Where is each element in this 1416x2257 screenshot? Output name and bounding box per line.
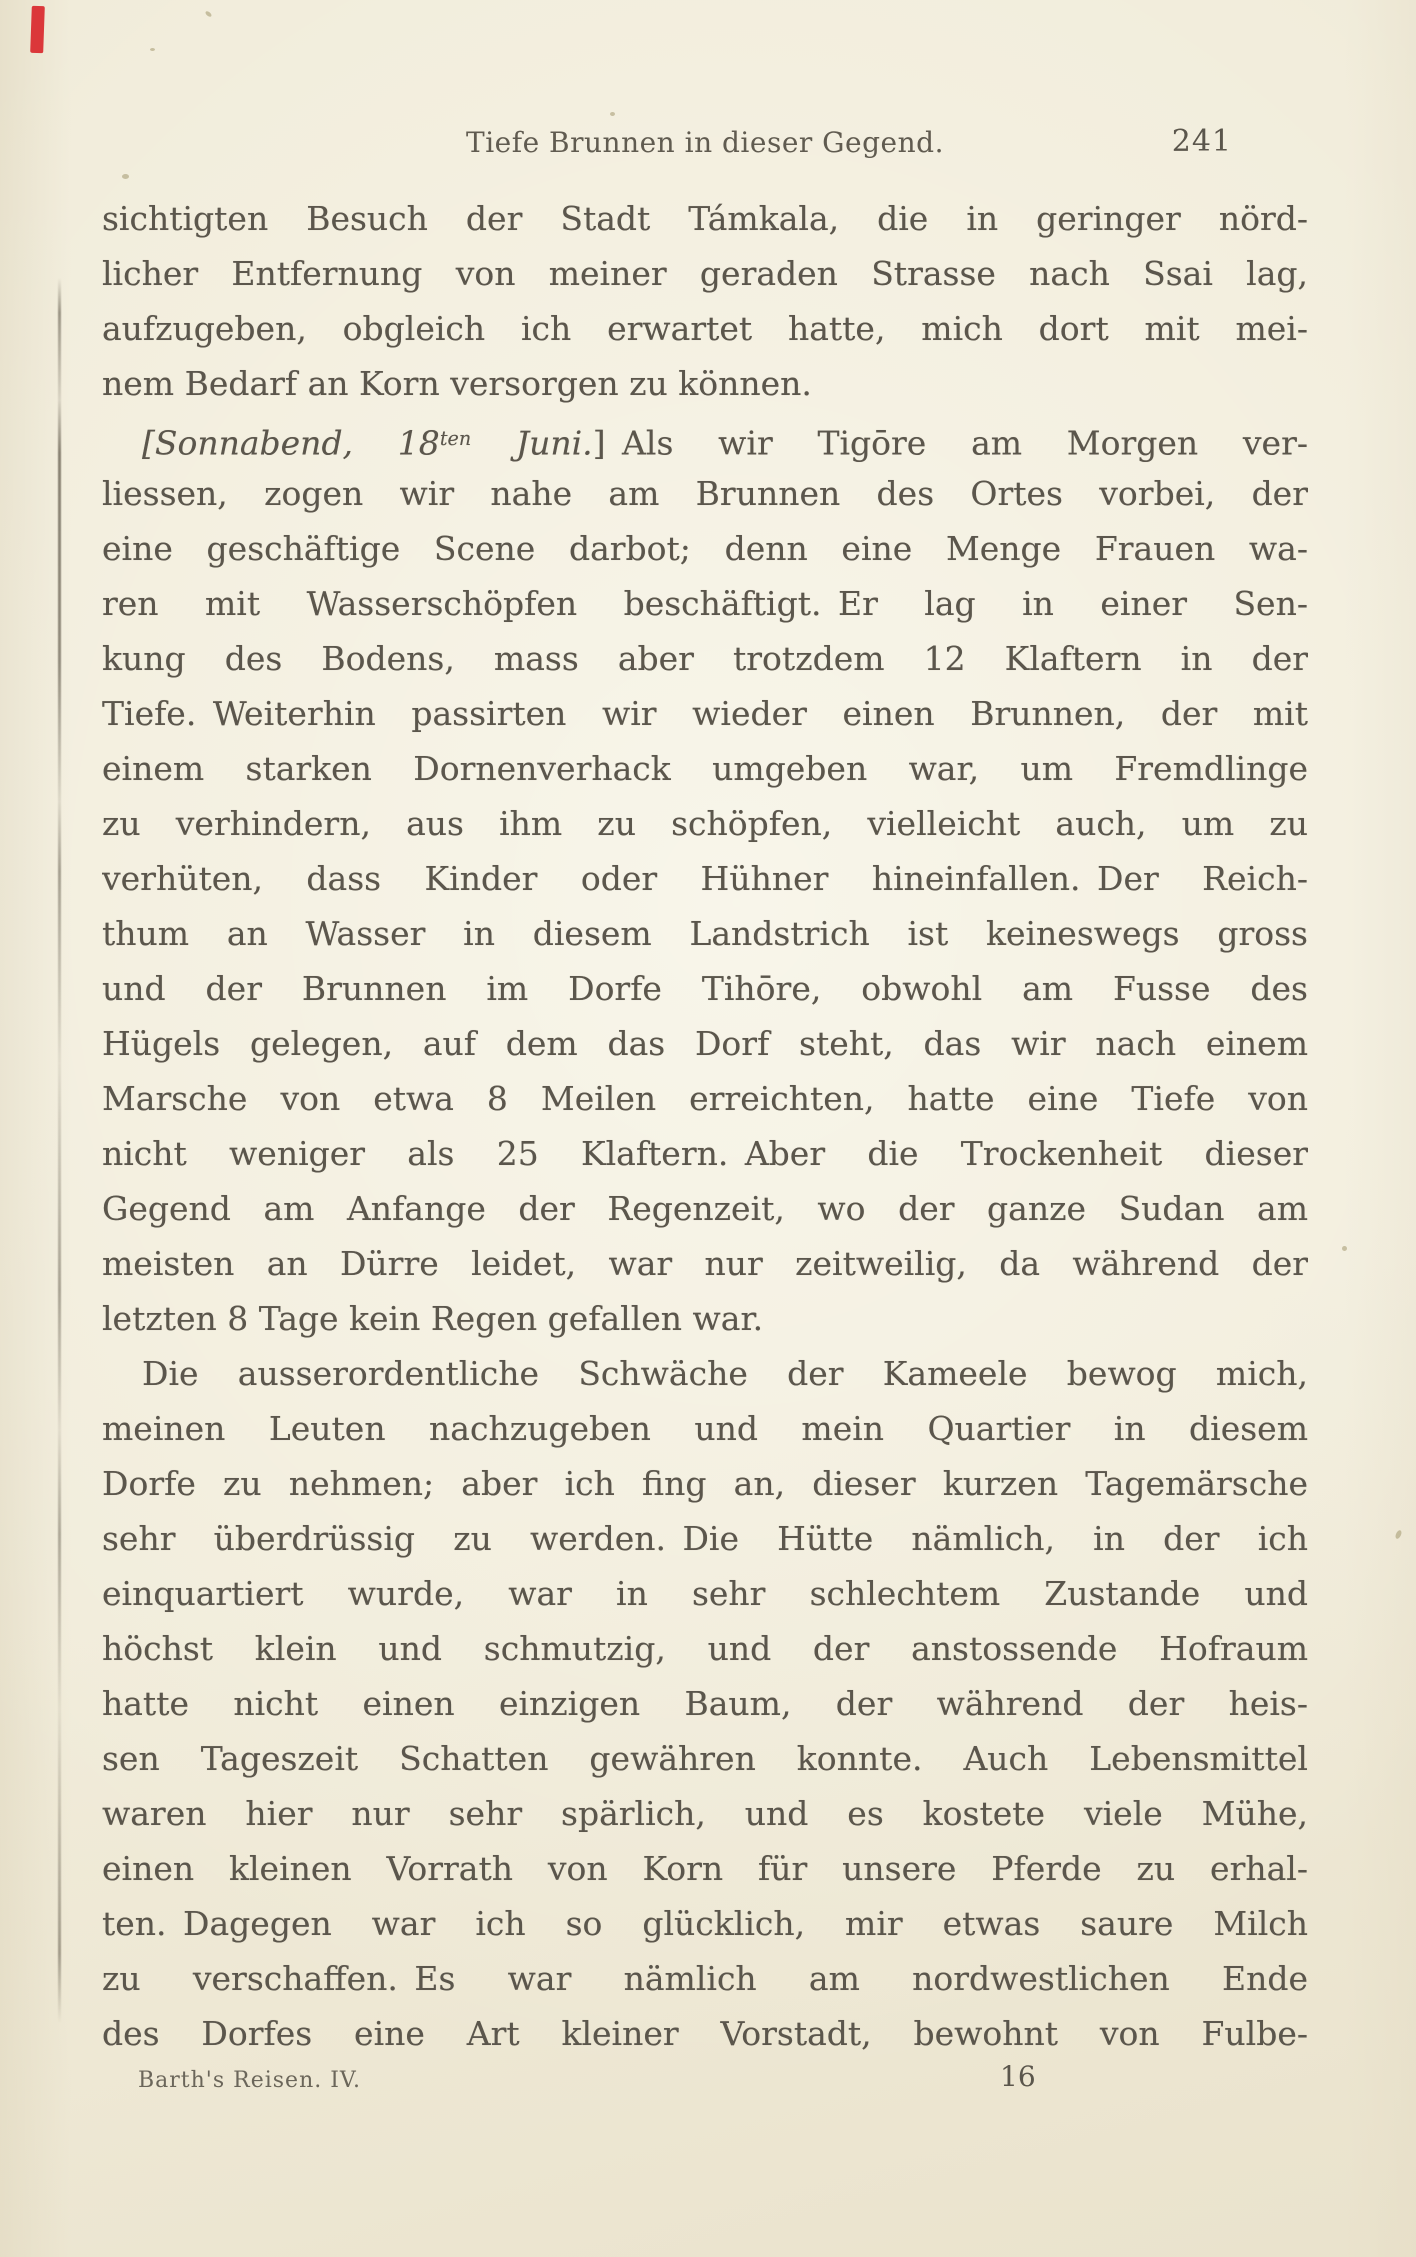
footer-sheet-number: 16 [1000,2060,1036,2093]
text-line: hatte nicht einen einzigen Baum, der während der heis- [102,1684,1308,1723]
text-line: Tiefe. Weiterhin passirten wir wieder einen Brunnen, der mit [102,694,1308,733]
paper-speck [1394,1529,1402,1539]
text-line: sichtigten Besuch der Stadt Támkala, die in geringer nörd- [102,199,1308,238]
paper-speck [610,112,615,116]
text-line: letzten 8 Tage kein Regen gefallen war. [102,1299,764,1338]
text-line: einem starken Dornenverhack umgeben war, um Fremdlinge [102,749,1308,788]
text-line: kung des Bodens, mass aber trotzdem 12 Klaftern in der [102,639,1308,678]
text-line: nem Bedarf an Korn versorgen zu können. [102,364,812,403]
text-line: ten. Dagegen war ich so glücklich, mir etwas saure Milch [102,1904,1308,1943]
text-line: einquartiert wurde, war in sehr schlechtem Zustande und [102,1574,1308,1613]
text-line: Marsche von etwa 8 Meilen erreichten, hatte eine Tiefe von [102,1079,1308,1118]
text-line: Gegend am Anfange der Regenzeit, wo der ganze Sudan am [102,1189,1308,1228]
text-line: meinen Leuten nachzugeben und mein Quartier in diesem [102,1409,1308,1448]
text-line: Hügels gelegen, auf dem das Dorf steht, das wir nach einem [102,1024,1308,1063]
paper-speck [122,174,129,179]
text-line: Die ausserordentliche Schwäche der Kameele bewog mich, [142,1354,1308,1393]
text-line: höchst klein und schmutzig, und der anstossende Hofraum [102,1629,1308,1668]
page-edge-shadow [58,278,61,2023]
text-line: liessen, zogen wir nahe am Brunnen des Ortes vorbei, der [102,474,1308,513]
text-line: licher Entfernung von meiner geraden Strasse nach Ssai lag, [102,254,1308,293]
page-number: 241 [1171,124,1232,159]
text-line: meisten an Dürre leidet, war nur zeitweilig, da während der [102,1244,1308,1283]
text-line: ren mit Wasserschöpfen beschäftigt. Er lag in einer Sen- [102,584,1308,623]
text-block [102,191,1308,2061]
text-line: thum an Wasser in diesem Landstrich ist keineswegs gross [102,914,1308,953]
text-line: zu verhindern, aus ihm zu schöpfen, vielleicht auch, um zu [102,804,1308,843]
text-line: einen kleinen Vorrath von Korn für unsere Pferde zu erhal- [102,1849,1308,1888]
paper-speck [205,10,213,18]
text-line: zu verschaffen. Es war nämlich am nordwestlichen Ende [102,1959,1308,1998]
text-line: [Sonnabend, $18^{ten}$ Juni.] Als wir Tigōre am Morgen ver- [142,423,1308,463]
text-line: nicht weniger als 25 Klaftern. Aber die Trockenheit dieser [102,1134,1308,1173]
text-line: aufzugeben, obgleich ich erwartet hatte, mich dort mit mei- [102,309,1308,348]
text-line: eine geschäftige Scene darbot; denn eine Menge Frauen wa- [102,529,1308,568]
text-line: waren hier nur sehr spärlich, und es kostete viele Mühe, [102,1794,1308,1833]
running-head [102,126,1308,159]
text-line: und der Brunnen im Dorfe Tihōre, obwohl am Fusse des [102,969,1308,1008]
text-line: des Dorfes eine Art kleiner Vorstadt, bewohnt von Fulbe- [102,2014,1308,2053]
text-line: Dorfe zu nehmen; aber ich fing an, dieser kurzen Tagemärsche [102,1464,1308,1503]
text-line: verhüten, dass Kinder oder Hühner hineinfallen. Der Reich- [102,859,1308,898]
text-line: sehr überdrüssig zu werden. Die Hütte nämlich, in der ich [102,1519,1308,1558]
paper-speck [150,48,155,51]
text-line: sen Tageszeit Schatten gewähren konnte. Auch Lebensmittel [102,1739,1308,1778]
paper-speck [1342,1246,1347,1251]
red-edge-mark [30,6,45,53]
running-title: Tiefe Brunnen in dieser Gegend. [466,126,944,159]
footer-signature: Barth's Reisen. IV. [138,2068,361,2093]
